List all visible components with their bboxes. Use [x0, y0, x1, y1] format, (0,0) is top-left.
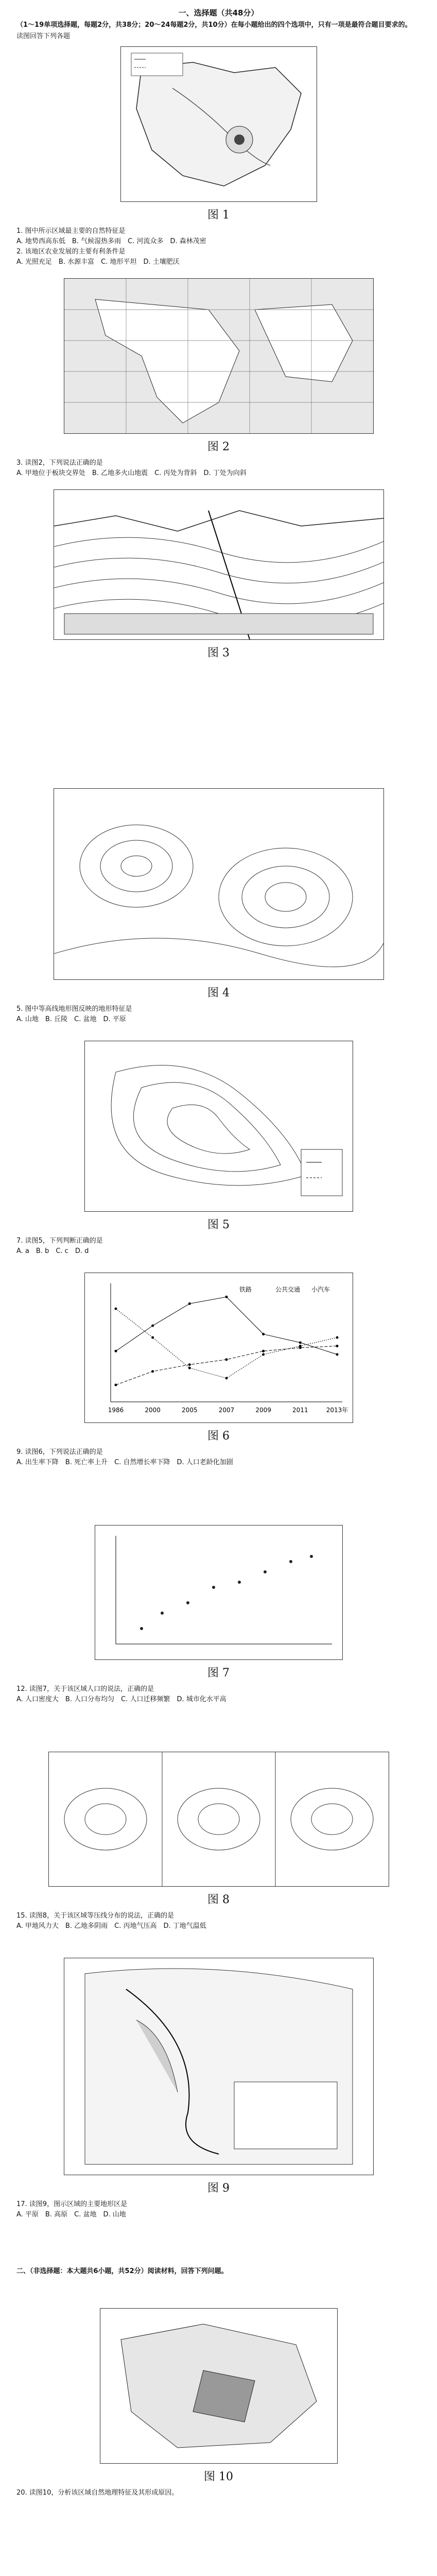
data-point [336, 1353, 338, 1356]
question-3-options: A. 甲地位于板块交界处 B. 乙地多火山地震 C. 丙处为背斜 D. 丁处为向斜 [16, 469, 247, 477]
data-point [262, 1333, 265, 1335]
data-point [225, 1377, 228, 1380]
figure-9-caption: 图 9 [207, 2182, 230, 2195]
section2-intro: 二、（非选择题：本大题共6小题，共52分）阅读材料，回答下列问题。 [16, 2267, 228, 2275]
legend-label: 小汽车 [311, 1286, 330, 1293]
data-point [188, 1367, 190, 1369]
figure-4-caption: 图 4 [207, 987, 230, 999]
data-point [114, 1308, 117, 1310]
data-point [114, 1350, 117, 1352]
question-7: 7. 读图5，下列判断正确的是 [16, 1237, 103, 1245]
x-tick-label: 2007 [218, 1406, 234, 1414]
question-7-options: A. a B. b C. c D. d [16, 1247, 89, 1255]
figure-5-contour-map [84, 1041, 353, 1212]
figure-5-caption: 图 5 [207, 1218, 230, 1231]
question-3: 3. 读图2，下列说法正确的是 [16, 459, 103, 467]
question-2: 2. 该地区农业发展的主要有利条件是 [16, 248, 126, 256]
data-point [151, 1370, 154, 1372]
question-17: 17. 读图9，图示区域的主要地形区是 [16, 2200, 128, 2208]
figure-1-map [120, 46, 317, 202]
question-15: 15. 读图8，关于该区域等压线分布的说法，正确的是 [16, 1912, 174, 1920]
data-point [225, 1358, 228, 1361]
question-2-options: A. 光照充足 B. 水源丰富 C. 地形平坦 D. 土壤肥沃 [16, 258, 180, 266]
figure-2-caption: 图 2 [207, 440, 230, 453]
x-tick-label: 1986 [108, 1406, 124, 1414]
x-tick-label: 2005 [181, 1406, 198, 1414]
question-20: 20. 读图10，分析该区域自然地理特征及其形成原因。 [16, 2489, 179, 2497]
figure-10-map [100, 2308, 338, 2464]
legend-label: 铁路 [239, 1286, 252, 1293]
data-point [262, 1350, 265, 1352]
data-point [299, 1345, 301, 1347]
data-point [336, 1336, 338, 1339]
question-1: 1. 图中所示区域最主要的自然特征是 [16, 227, 126, 235]
data-point [188, 1302, 190, 1305]
x-tick-label: 2000 [144, 1406, 161, 1414]
data-point [188, 1363, 190, 1366]
question-17-options: A. 平原 B. 高原 C. 盆地 D. 山地 [16, 2211, 126, 2218]
x-tick-label: 2009 [255, 1406, 271, 1414]
figure-4-contour-map [54, 788, 384, 980]
figure-7-scatter [95, 1525, 343, 1660]
question-5-options: A. 山地 B. 丘陵 C. 盆地 D. 平原 [16, 1015, 126, 1023]
data-point [262, 1353, 265, 1356]
figure-1-caption: 图 1 [207, 209, 230, 222]
x-tick-label: 2013年 [326, 1406, 348, 1414]
section1-intro: （1～19单项选择题，每题2分，共38分；20～24每题2分，共10分）在每小题给出的四个选项中，只有一项是最符合题目要求的。 [16, 21, 412, 29]
data-point [225, 1296, 228, 1298]
figure-6-caption: 图 6 [207, 1430, 230, 1443]
figure-8-isobar-maps [48, 1752, 389, 1887]
question-1-options: A. 地势西高东低 B. 气候湿热多雨 C. 河流众多 D. 森林茂密 [16, 238, 206, 245]
legend-label: 公共交通 [275, 1286, 300, 1293]
question-context: 读图回答下列各题 [16, 32, 71, 40]
question-12-options: A. 人口密度大 B. 人口分布均匀 C. 人口迁移频繁 D. 城市化水平高 [16, 1696, 226, 1703]
figure-3-geologic-section [54, 489, 384, 640]
figure-6-line-chart [84, 1273, 353, 1423]
data-point [151, 1336, 154, 1339]
data-point [299, 1342, 301, 1344]
data-point [151, 1325, 154, 1327]
figure-7-caption: 图 7 [207, 1667, 230, 1680]
question-12: 12. 读图7，关于该区域人口的说法，正确的是 [16, 1685, 154, 1693]
question-5: 5. 图中等高线地形图反映的地形特征是 [16, 1005, 132, 1013]
figure-9-map [64, 1958, 374, 2175]
question-15-options: A. 甲地风力大 B. 乙地多阴雨 C. 丙地气压高 D. 丁地气温低 [16, 1922, 206, 1930]
question-9-options: A. 出生率下降 B. 死亡率上升 C. 自然增长率下降 D. 人口老龄化加剧 [16, 1459, 233, 1466]
figure-10-caption: 图 10 [204, 2470, 233, 2483]
data-point [114, 1384, 117, 1386]
exam-title: 一、选择题（共48分） [178, 8, 259, 18]
figure-2-map [64, 278, 374, 434]
figure-3-caption: 图 3 [207, 647, 230, 659]
figure-8-caption: 图 8 [207, 1893, 230, 1906]
question-9: 9. 读图6，下列说法正确的是 [16, 1448, 103, 1456]
data-point [336, 1345, 338, 1347]
x-tick-label: 2011 [292, 1406, 308, 1414]
